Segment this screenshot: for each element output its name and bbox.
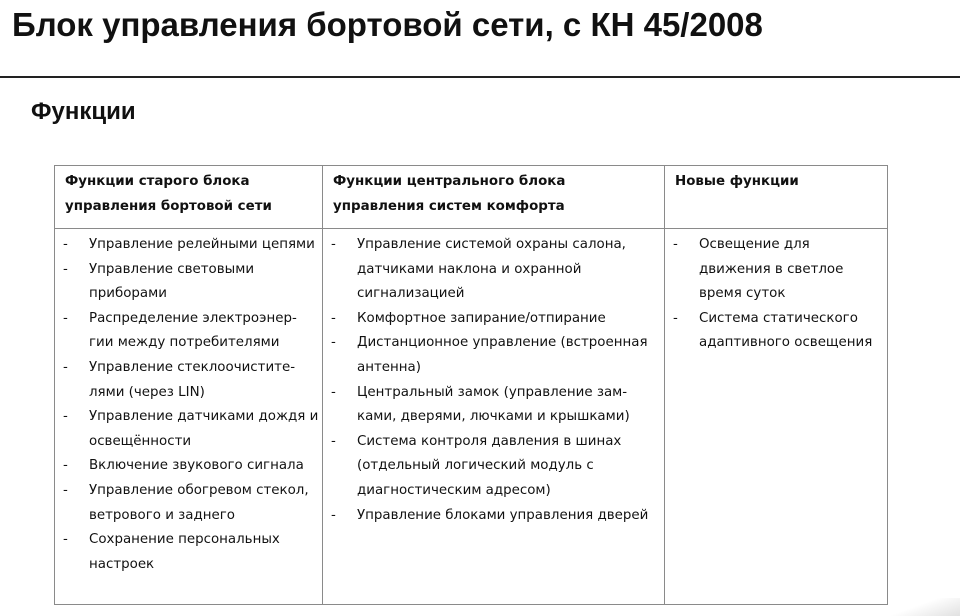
header-new-functions: Новые функции bbox=[665, 166, 888, 229]
list-item bbox=[673, 233, 885, 307]
list-item-text: Управление релейными цепями bbox=[89, 237, 315, 252]
bullet-dash: - bbox=[63, 310, 68, 326]
list-item bbox=[673, 307, 885, 356]
bullet-dash: - bbox=[673, 237, 678, 252]
slide-title: Блок управления бортовой сети, с КН 45/2008 bbox=[12, 6, 763, 43]
functions-table bbox=[54, 165, 888, 605]
bullet-dash: - bbox=[63, 409, 68, 425]
bullet-dash: - bbox=[63, 359, 68, 375]
list-item-text: Освещение для движения в светлое время суток bbox=[699, 237, 844, 302]
list-item bbox=[63, 454, 320, 479]
list-item bbox=[63, 307, 320, 356]
bullet-dash: - bbox=[331, 433, 336, 449]
list-item-text: Включение звукового сигнала bbox=[89, 458, 304, 474]
bullet-dash: - bbox=[63, 237, 68, 252]
bullet-dash: - bbox=[673, 310, 678, 326]
table-header-row bbox=[55, 166, 888, 229]
table-body-row bbox=[55, 229, 888, 605]
list-item bbox=[331, 331, 662, 380]
list-item bbox=[63, 479, 320, 528]
list-item-text: Распределение электроэнер-гии между потребителями bbox=[89, 310, 297, 351]
list-item bbox=[331, 307, 662, 332]
old-unit-functions-list bbox=[63, 233, 320, 577]
list-item bbox=[63, 356, 320, 405]
list-item-text: Дистанционное управление (встроенная антенна) bbox=[357, 335, 648, 375]
bullet-dash: - bbox=[63, 482, 68, 498]
new-functions-cell bbox=[665, 229, 888, 605]
list-item bbox=[63, 258, 320, 307]
list-item bbox=[331, 233, 662, 307]
bullet-dash: - bbox=[331, 384, 336, 400]
bullet-dash: - bbox=[63, 458, 68, 474]
new-functions-list bbox=[673, 233, 885, 356]
list-item-text: Управление обогревом стекол, ветрового и заднего bbox=[89, 482, 309, 523]
list-item bbox=[331, 381, 662, 430]
central-comfort-functions-cell bbox=[323, 229, 665, 605]
list-item-text: Управление блоками управления дверей bbox=[357, 507, 649, 523]
list-item bbox=[63, 528, 320, 577]
header-old-unit: Функции старого блока управления бортовой сети bbox=[55, 166, 323, 229]
bullet-dash: - bbox=[331, 507, 336, 523]
bullet-dash: - bbox=[63, 261, 68, 277]
section-heading: Функции bbox=[31, 98, 136, 125]
list-item-text: Комфортное запирание/отпирание bbox=[357, 310, 606, 326]
list-item bbox=[331, 430, 662, 504]
list-item bbox=[63, 233, 320, 258]
list-item bbox=[63, 405, 320, 454]
page-curl-shadow bbox=[890, 598, 960, 616]
central-comfort-functions-list bbox=[331, 233, 662, 528]
list-item bbox=[331, 504, 662, 529]
list-item-text: Система контроля давления в шинах (отдельный логический модуль с диагностическим адресом) bbox=[357, 433, 622, 498]
bullet-dash: - bbox=[63, 532, 68, 548]
list-item-text: Сохранение персональных настроек bbox=[89, 532, 280, 572]
list-item-text: Управление датчиками дождя и освещённости bbox=[89, 409, 319, 449]
bullet-dash: - bbox=[331, 237, 336, 252]
title-divider bbox=[0, 76, 960, 78]
list-item-text: Управление световыми приборами bbox=[89, 261, 255, 302]
list-item-text: Центральный замок (управление зам-ками, дверями, лючками и крышками) bbox=[357, 384, 630, 425]
header-central-comfort-unit: Функции центрального блока управления систем комфорта bbox=[323, 166, 665, 229]
bullet-dash: - bbox=[331, 335, 336, 351]
bullet-dash: - bbox=[331, 310, 336, 326]
list-item-text: Управление стеклоочистите-лями (через LIN) bbox=[89, 359, 296, 400]
list-item-text: Управление системой охраны салона, датчиками наклона и охранной сигнализацией bbox=[357, 237, 626, 302]
list-item-text: Система статического адаптивного освещения bbox=[699, 310, 873, 351]
old-unit-functions-cell bbox=[55, 229, 323, 605]
